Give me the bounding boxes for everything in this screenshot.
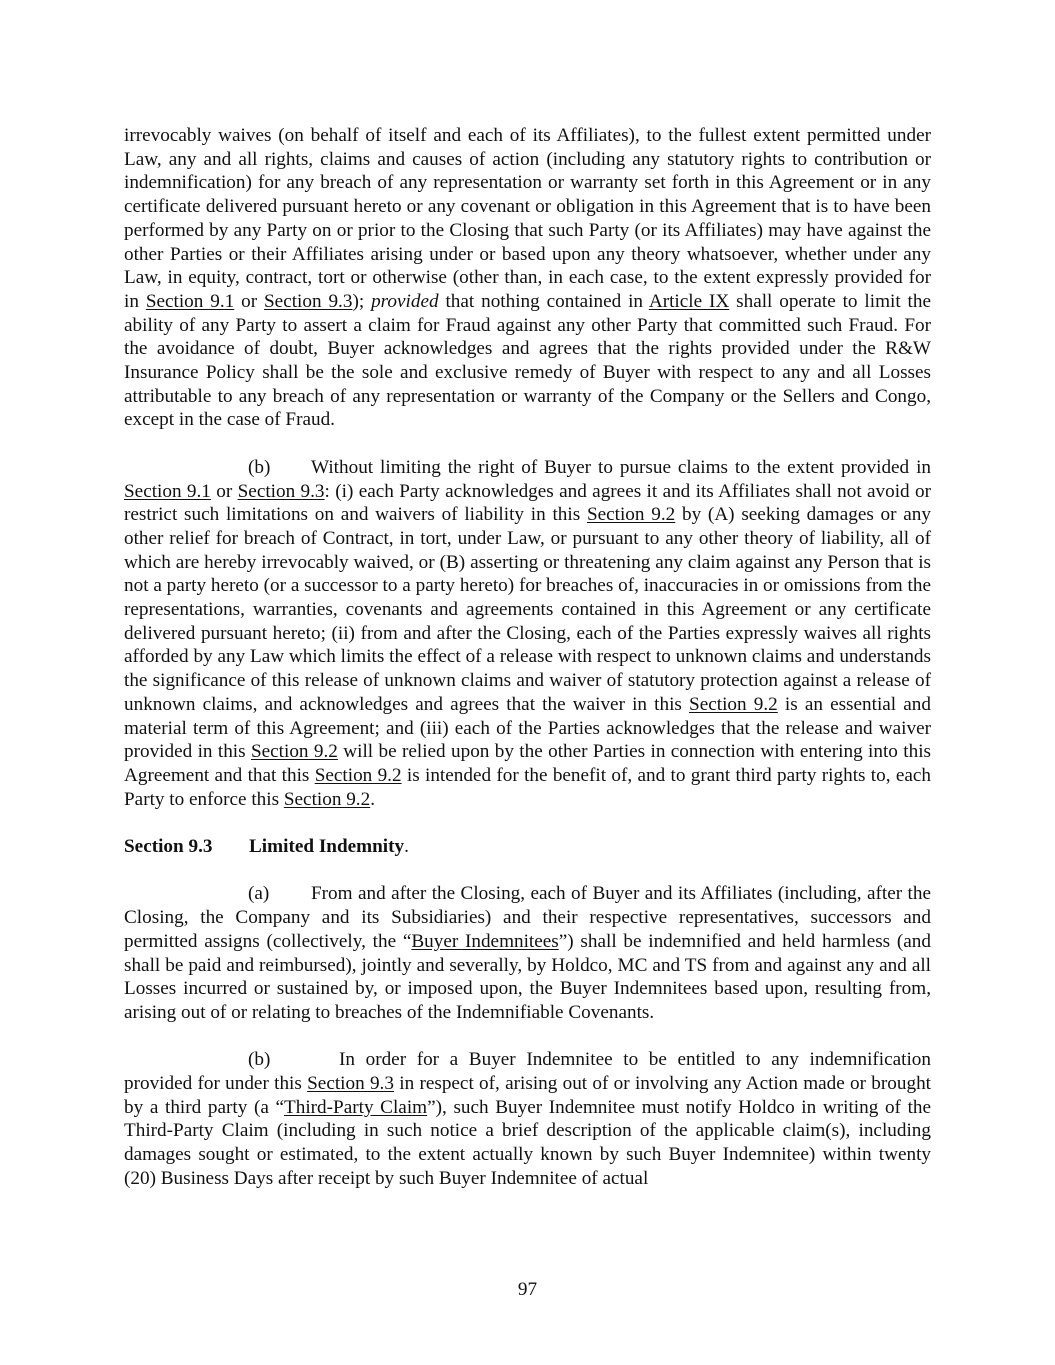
text: is intended for the benefit of, and to grant third party rights to, each Party to enforce this xyxy=(124,764,931,810)
italic-term-provided: provided xyxy=(371,290,439,312)
defined-term-third-party-claim: Third-Party Claim xyxy=(284,1096,428,1118)
cross-reference-section-9-3: Section 9.3 xyxy=(307,1073,394,1095)
cross-reference-section-9-3: Section 9.3 xyxy=(237,480,325,502)
clause-marker: (b) xyxy=(248,456,271,478)
text: irrevocably waives (on behalf of itself and each of its Affiliates), to the fullest extent permitted under Law, any and all rights, claims and causes of action (including any statutory rights to contribution or indemnification) for any breach of any representation or warranty set forth in this Agreement or in any certificate delivered pursuant hereto or any covenant or obligation in this Agreement that is to have been performed by any Party on or prior to the Closing that such Party (or its Affiliates) may have against the other Parties or their Affiliates arising under or based upon any theory whatsoever, whether under any Law, in equity, contract, tort or otherwise (other than, in each case, to the extent expressly provided for in xyxy=(124,125,931,312)
text: in respect of, arising out of or involving any Action made or brought by a third party (a “ xyxy=(124,1073,931,1118)
text: shall operate to limit the ability of any Party to assert a claim for Fraud against any other Party that committed such Fraud. For the avoidance of doubt, Buyer acknowledges and agrees that the rights provided under the R&W Insurance Policy shall be the sole and exclusive remedy of Buyer with respect to any and all Losses attributable to any breach of any representation or warranty of the Company or the Sellers and Congo, except in the case of Fraud. xyxy=(124,290,931,431)
cross-reference-section-9-2: Section 9.2 xyxy=(314,764,402,786)
text: From and after the Closing, each of Buyer and its Affiliates (including, after the Closing, the Company and its Subsidiaries) and their respective representatives, successors and permitted assigns (collectively, the “ xyxy=(124,883,931,952)
clause-marker: (a) xyxy=(248,883,270,905)
text: ”) shall be indemnified and held harmless (and shall be paid and reimbursed), jointly and severally, by Holdco, MC and TS from and against any and all Losses incurred or sustained by, or imposed upon, the Buyer Indemnitees based upon, resulting from, arising out of or relating to breaches of the Indemnifiable Covenants. xyxy=(124,930,931,1023)
cross-reference-section-9-2: Section 9.2 xyxy=(250,741,338,763)
text: that nothing contained in xyxy=(438,290,649,312)
text: ”), such Buyer Indemnitee must notify Holdco in writing of the Third-Party Claim (including in such notice a brief description of the applicable claim(s), including damages sought or estimated, to the extent actually known by such Buyer Indemnitee) within twenty (20) Business Days after receipt by such Buyer Indemnitee of actual xyxy=(124,1096,932,1189)
section-number: Section 9.3 xyxy=(124,836,213,858)
paragraph-waiver-continuation xyxy=(124,124,931,432)
paragraph-9-3-a xyxy=(124,882,931,1024)
clause-marker: (b) xyxy=(248,1049,271,1071)
cross-reference-article-ix: Article IX xyxy=(648,290,730,312)
text: Without limiting the right of Buyer to pursue claims to the extent provided in xyxy=(311,456,931,478)
text: : (i) each Party acknowledges and agrees it and its Affiliates shall not avoid or restrict such limitations on and waivers of liability in this xyxy=(124,480,931,526)
defined-term-buyer-indemnitees: Buyer Indemnitees xyxy=(411,930,559,952)
cross-reference-section-9-3: Section 9.3 xyxy=(264,290,353,312)
heading-period: . xyxy=(404,836,409,858)
page-number: 97 xyxy=(517,1279,538,1300)
cross-reference-section-9-1: Section 9.1 xyxy=(124,480,211,502)
paragraph-9-3-b xyxy=(124,1048,931,1190)
text: or xyxy=(210,480,238,502)
cross-reference-section-9-2: Section 9.2 xyxy=(586,504,676,526)
text: or xyxy=(234,290,265,312)
section-title: Limited Indemnity xyxy=(249,836,405,858)
section-heading-9-3 xyxy=(124,835,931,859)
cross-reference-section-9-1: Section 9.1 xyxy=(145,290,235,312)
text: will be relied upon by the other Parties in connection with entering into this Agreement and that this xyxy=(124,741,931,786)
text: ); xyxy=(352,290,372,312)
paragraph-9-2-b xyxy=(124,456,931,812)
cross-reference-section-9-2: Section 9.2 xyxy=(689,693,778,715)
text: by (A) seeking damages or any other relief for breach of Contract, in tort, under Law, or pursuant to any other theory of liability, all of which are hereby irrevocably waived, or (B) asserting or threatening any claim against any Person that is not a party hereto (or a successor to a party hereto) for breaches of, inaccuracies in or omissions from the representations, warranties, covenants and agreements contained in this Agreement or any certificate delivered pursuant hereto; (ii) from and after the Closing, each of the Parties expressly waives all rights afforded by any Law which limits the effect of a release with respect to unknown claims and understands the significance of this release of unknown claims and waiver of statutory protection against a release of unknown claims, and acknowledges and agrees that the waiver in this xyxy=(124,504,931,715)
document-body xyxy=(124,124,931,1191)
text: In order for a Buyer Indemnitee to be entitled to any indemnification provided for under this xyxy=(124,1049,931,1095)
text: is an essential and material term of this Agreement; and (iii) each of the Parties acknowledges that the release and waiver provided in this xyxy=(124,693,931,763)
text: . xyxy=(370,788,375,810)
cross-reference-section-9-2: Section 9.2 xyxy=(283,788,371,810)
